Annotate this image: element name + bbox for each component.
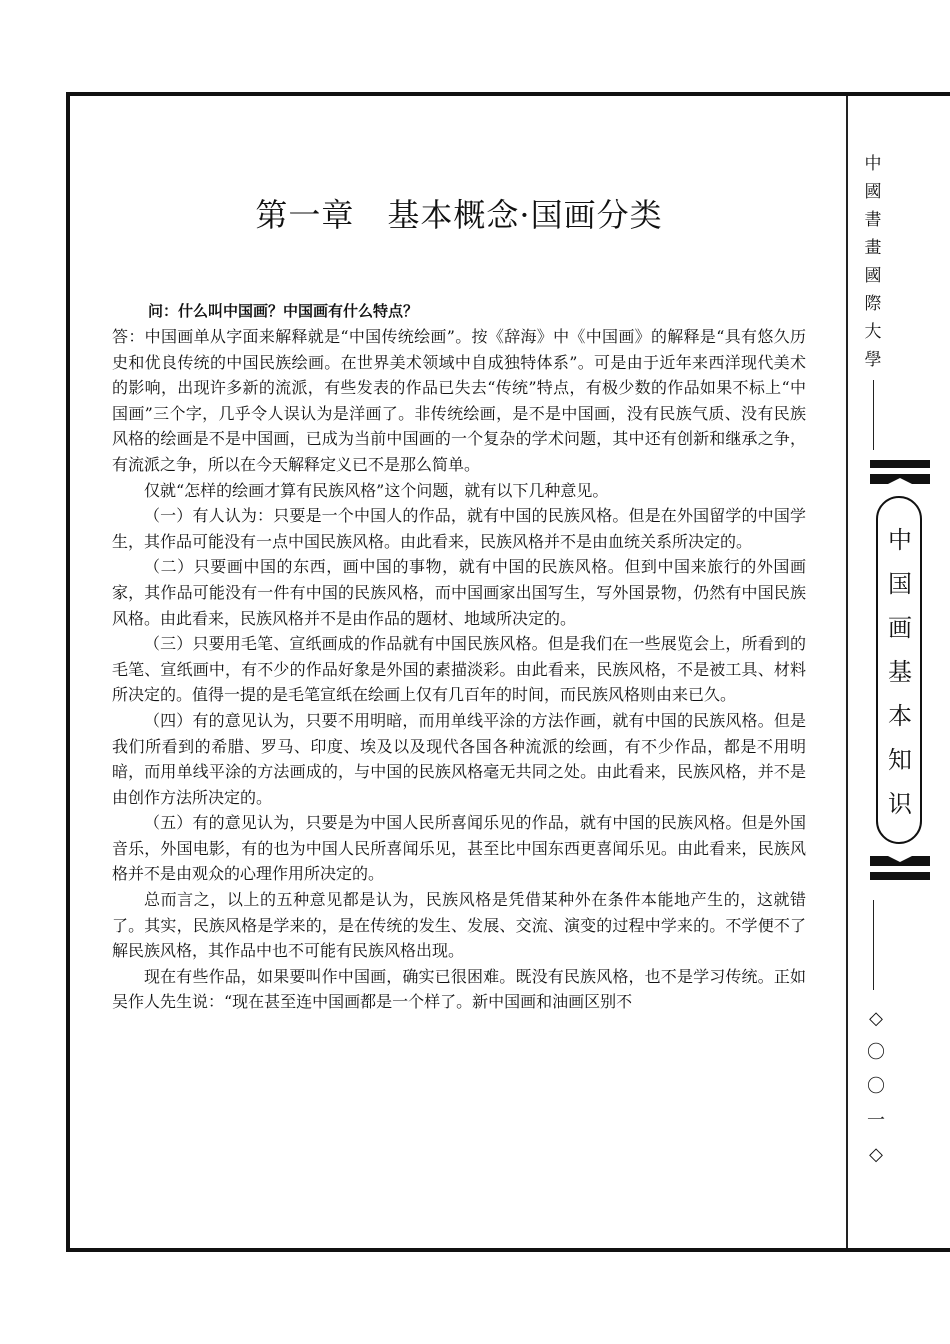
book-title-char: 基 [888,658,912,686]
page-number-char: ◇ [869,1008,883,1029]
book-title-char: 画 [888,614,912,642]
series-char: 中 [864,154,882,174]
book-title-char: 中 [888,526,912,554]
page-number-char: 〇 [867,1042,885,1063]
chapter-title: 第一章 基本概念·国画分类 [255,196,663,234]
page-number-char: 一 [867,1110,885,1131]
sidebar-divider [846,96,848,1248]
book-title-char: 知 [888,746,912,774]
top-ornament [870,474,930,484]
series-char: 學 [864,350,882,370]
main-text [112,190,806,1015]
series-char: 際 [864,294,882,314]
bottom-ornament [870,856,930,866]
series-name-vertical [858,150,888,374]
series-char: 國 [864,266,882,286]
paragraph: （三）只要用毛笔、宣纸画成的作品就有中国民族风格。但是我们在一些展览会上，所看到的毛笔、宣纸画中，有不少的作品好象是外国的素描淡彩。由此看来，民族风格，不是被工具、材料所决定的。值得一提的是毛笔宣纸在绘画上仅有几百年的时间，而民族风格则由来已久。 [112,634,806,705]
paragraph: （四）有的意见认为，只要不用明暗，而用单线平涂的方法作画，就有中国的民族风格。但是我们所看到的希腊、罗马、印度、埃及以及现代各国各种流派的绘画，有不少作品，都是不用明暗，而用单线平涂的方法画成的，与中国的民族风格毫无共同之处。由此看来，民族风格，并不是由创作方法所决定的。 [112,710,806,807]
page-number-char: 〇 [867,1076,885,1097]
series-char: 畫 [864,238,882,258]
paragraph: （一）有人认为：只要是一个中国人的作品，就有中国的民族风格。但是在外国留学的中国学生，其作品可能没有一点中国民族风格。由此看来，民族风格并不是由血统关系所决定的。 [112,506,806,551]
paragraph: 现在有些作品，如果要叫作中国画，确实已很困难。既没有民族风格，也不是学习传统。正如吴作人先生说：“现在甚至连中国画都是一个样了。新中国画和油画区别不 [112,966,806,1012]
book-title-vertical [870,518,930,826]
paragraph: 答：中国画单从字面来解释就是“中国传统绘画”。按《辞海》中《中国画》的解释是“具有悠久历史和优良传统的中国民族绘画。在世界美术领域中自成独特体系”。可是由于近年来西洋现代美术的影响，出现许多新的流派，有些发表的作品已失去“传统”特点，有极少数的作品如果不标上“中国画”三个字，几乎令人误认为是洋画了。非传统绘画，是不是中国画，没有民族气质、没有民族风格的绘画是不是中国画，已成为当前中国画的一个复杂的学术问题，其中还有创新和继承之争，有流派之争，所以在今天解释定义已不是那么简单。 [112,327,806,474]
question-line: 问：什么叫中国画？中国画有什么特点？ [148,302,419,320]
paragraph: 仅就“怎样的绘画才算有民族风格”这个问题，就有以下几种意见。 [144,480,609,500]
page-number-vertical [858,1002,894,1172]
paragraph: （五）有的意见认为，只要是为中国人民所喜闻乐见的作品，就有中国的民族风格。但是外国音乐，外国电影，有的也为中国人民所喜闻乐见，甚至比中国东西更喜闻乐见。由此看来，民族风格并不是由观众的心理作用所决定的。 [112,813,806,884]
paragraph: （二）只要画中国的东西，画中国的事物，就有中国的民族风格。但到中国来旅行的外国画家，其作品可能没有一件有中国的民族风格，而中国画家出国写生，写外国景物，仍然有中国民族风格。由此看来，民族风格并不是由作品的题材、地域所决定的。 [112,557,806,628]
book-title-box [870,460,930,880]
sidebar-rule [873,380,874,450]
series-char: 書 [864,210,882,230]
book-title-char: 本 [888,702,912,730]
page-number-char: ◇ [869,1144,883,1165]
series-char: 大 [864,322,882,342]
book-title-char: 国 [888,570,912,598]
book-title-char: 识 [888,790,912,818]
sidebar-rule [873,900,874,990]
bottom-bar [870,872,930,880]
series-char: 國 [864,182,882,202]
paragraph: 总而言之，以上的五种意见都是认为，民族风格是凭借某种外在条件本能地产生的，这就错了。其实，民族风格是学来的，是在传统的发生、发展、交流、演变的过程中学来的。不学便不了解民族风格，其作品中也不可能有民族风格出现。 [112,890,806,961]
top-bar [870,460,930,468]
